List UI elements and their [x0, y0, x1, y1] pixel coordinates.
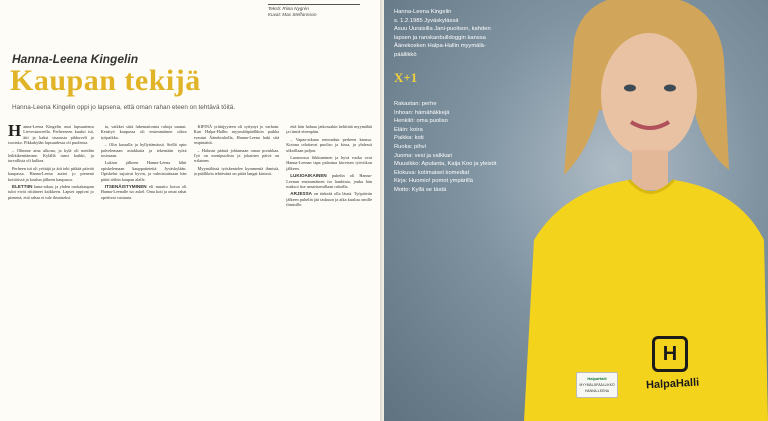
- eye-right: [664, 85, 676, 92]
- left-page: [0, 0, 380, 421]
- neck-shape: [632, 150, 668, 190]
- column-3: [194, 124, 280, 416]
- column-1: [8, 124, 94, 416]
- drop-cap: H: [8, 124, 22, 140]
- portrait-photo: [504, 0, 768, 421]
- name-badge: [576, 372, 618, 398]
- col4-paragraph: että hän haluaa jatkossakin kehittää myymälää ja tiimiä eteenpäin.: [286, 124, 372, 135]
- col4-paragraph: – Vapaa-aikana rentoudun perheen kanssa. Kotona odottavat puoliso ja kissa, ja yhdessä ulkoillaan paljon.: [286, 136, 372, 153]
- bio-block: [394, 8, 491, 60]
- column-2: [101, 124, 187, 416]
- favorite-item: Ruoka: pihvi: [394, 143, 426, 150]
- badge-store: HalpaHalli: [587, 376, 607, 381]
- favorites-list: [394, 100, 496, 195]
- bio-line: päällikkö: [394, 51, 417, 58]
- col4-paragraph: Luonnossa liikkuminen ja hyvä ruoka ovat Hanna-Leenan tapa palautua kiireisen työviikon jälkeen.: [286, 155, 372, 171]
- bio-name: Hanna-Leena Kingelin: [394, 9, 452, 15]
- halpahalli-logo-icon: H: [652, 336, 688, 372]
- eye-left: [624, 85, 636, 92]
- subhead-itsenaistyminen: ITSENÄISTYMINEN: [104, 184, 147, 190]
- favorite-item: Elokuva: kotimaiset komediat: [394, 169, 470, 176]
- credits-rule: [268, 4, 360, 5]
- right-page: [384, 0, 768, 421]
- col3-paragraph: KIPINÄ yrittäjyyteen oli syttynyt jo varhain. Kun Halpa-Hallin myymäläpäällikön paikka avautui Äänekoskella, Hanna-Leena haki sitä empimättä.: [193, 124, 280, 146]
- favorite-item: Inhoan: hämähäkkejä: [394, 109, 450, 116]
- article-title: Kaupan tekijä: [10, 64, 201, 97]
- favorite-item: Juoma: vesi ja valkkari: [394, 152, 453, 159]
- photo-credits: [268, 6, 317, 18]
- subhead-arjessa: ARJESSA: [290, 191, 312, 197]
- article-lead: Hanna-Leena Kingelin oppi jo lapsena, että oman rahan eteen on tehtävä töitä.: [12, 104, 236, 111]
- col3-paragraph: – Halusin päästä johtamaan omaa porukkaa. Työ on monipuolista ja jokainen päivä on erilainen.: [193, 147, 280, 164]
- favorite-item: Henkilö: oma puoliso: [394, 118, 448, 125]
- lukio-text: puhelin oli Hanna-Leenan ensimmäinen iso hankinta, jonka hän maksoi itse ansaitsemillaan rahoilla.: [286, 173, 372, 190]
- elettiin-text: lama-aikaa, ja yhden ruokakaupan tulot eivät riittäneet kaikkeen. Lapset oppivat jo pienenä, että rahaa ei tule ilmaiseksi.: [8, 184, 94, 200]
- favorite-item: Eläin: koira: [394, 126, 423, 133]
- favorite-item: Motto: Kyllä se tästä: [394, 186, 447, 193]
- col1-paragraph: – Olimme aina ulkona, ja kylä oli meidän leikkikenttämme. Kylällä tunsi kaikki, ja turvallista oli kulkea.: [8, 147, 94, 164]
- col1-paragraph: Perheen isä oli yrittäjä ja äiti teki pitkää päivää kaupassa. Hanna-Leena auttoi jo pienenä kotitöissä ja koulun jälkeen kaupassa.: [8, 165, 94, 182]
- favorite-item: Paikka: koti: [394, 135, 424, 142]
- photo-credit: Kuvat: Max Steffansson: [268, 12, 317, 17]
- favorite-item: Rakastan: perhe: [394, 101, 437, 107]
- col2-paragraph: Lukion jälkeen Hanna-Leena lähti opiskelemaan kauppatieteitä Jyväskylään. Opiskelut sujuivat hyvin, ja valmistuttuaan hän pääsi töihin kaupan alalle.: [100, 160, 187, 182]
- favorite-item: Kirja: Huomio! pomot ympärillä: [394, 178, 473, 185]
- favorite-item: Muusikko: Apulanta, Kaija Koo ja yleisöt: [394, 161, 497, 168]
- col3-paragraph: Myymälässä työskentelee kymmeniä ihmisiä, ja päällikön tehtävänä on pitää langat käsissä.: [193, 165, 280, 177]
- bio-line: Asuu Uuraisilla Jani-puolison, kahden: [394, 26, 491, 33]
- bio-born: s. 1.2.1985 Jyväskylässä: [394, 17, 459, 24]
- bio-line: lapsen ja ranskanbulldoggin kanssa: [394, 34, 486, 41]
- bio-line: Äänekosken Halpa-Hallin myymälä-: [394, 43, 486, 50]
- face-shape: [601, 33, 697, 157]
- badge-name: HANNA-LEENA: [584, 389, 610, 393]
- text-credit: Teksti: Riina Nygrén: [268, 6, 309, 11]
- itsenaistyminen-text: eli muutto kotoa oli Hanna-Leenalle iso askel. Oma koti ja omat rahat opettivat vastuuta.: [100, 184, 187, 200]
- arjessa-text: on tärkeää olla läsnä. Työpäivän jälkeen puhelin jää taskuun ja aika kuuluu omille ihmisille.: [286, 191, 372, 208]
- subhead-lukio: LUKIOAIKAINEN: [290, 173, 327, 179]
- article-body: [8, 124, 372, 416]
- column-4: [286, 124, 372, 416]
- article-author: Hanna-Leena Kingelin: [12, 52, 139, 66]
- subhead-elettiin: ELETTIIN: [12, 184, 33, 190]
- col1-paragraph: anna-Leena Kingelin asui lapsuutensa Lievestuoreella. Perheeseen kuului isä, äiti ja kaksi sisarusta pikkuveli ja isosisko. Pikkukylän lapsuudessa oli puolensa.: [8, 124, 94, 146]
- badge-role: MYYMÄLÄPÄÄLLIKKÖ: [579, 383, 615, 387]
- col2-paragraph: ta, vaikkei siitä lukemattomia rahoja saanut. Kesätyö kaupassa oli ensimmäinen oikea työpaikka.: [100, 124, 187, 140]
- col2-paragraph: – Olin kassalla ja hyllyttämässä. Siellä opin palvelemaan asiakkaita ja tekemään työtä tosissaan.: [100, 142, 187, 159]
- section-label: X+1: [394, 70, 418, 85]
- halpahalli-logo-text: HalpaHalli: [645, 376, 700, 392]
